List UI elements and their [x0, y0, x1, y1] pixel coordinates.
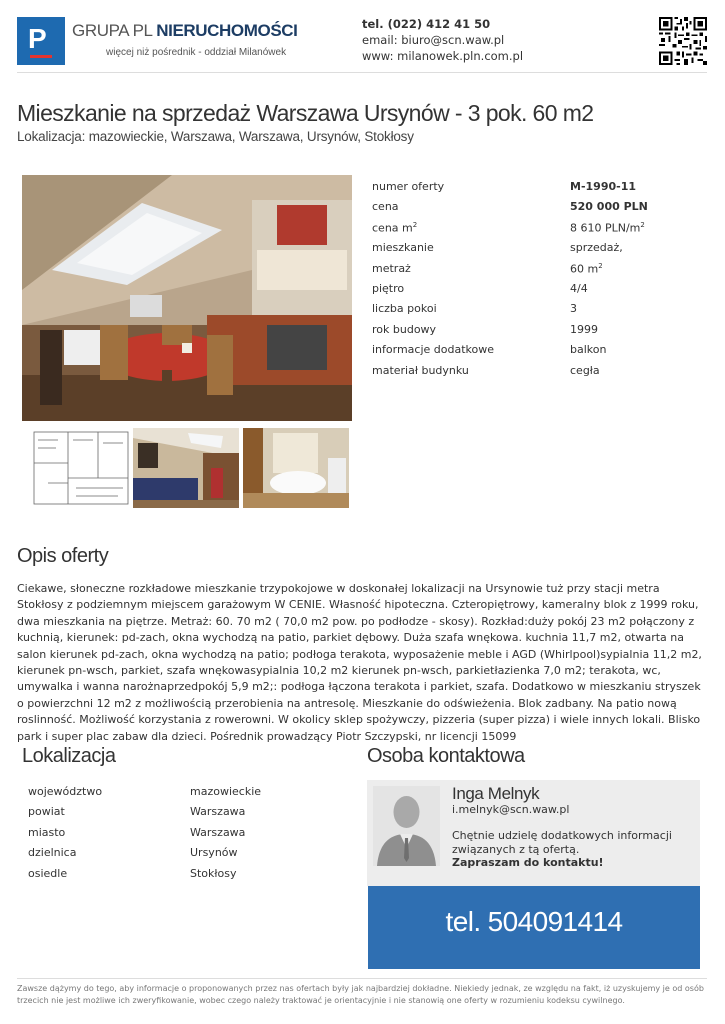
- brand-subtitle: więcej niż pośrednik - oddział Milanówek: [106, 47, 287, 58]
- detail-value: 3: [570, 302, 577, 316]
- detail-row-year-built: [372, 319, 712, 339]
- detail-row-rooms: [372, 298, 712, 318]
- qr-code-icon: [659, 17, 707, 65]
- brand-bold: NIERUCHOMOŚCI: [156, 21, 298, 40]
- agency-phone[interactable]: tel. (022) 412 41 50: [362, 17, 491, 31]
- offer-details: [372, 176, 712, 380]
- detail-value: sprzedaż,: [570, 241, 623, 255]
- detail-value-sup: 2: [640, 220, 645, 229]
- location-label: miasto: [28, 825, 66, 839]
- detail-value: cegła: [570, 363, 600, 377]
- detail-label: rok budowy: [372, 322, 437, 336]
- location-label: województwo: [28, 785, 103, 798]
- contact-heading: Osoba kontaktowa: [367, 745, 525, 767]
- detail-row-floor: [372, 278, 712, 298]
- header-divider: [17, 72, 707, 73]
- location-row-city: [28, 823, 348, 843]
- detail-label: materiał budynku: [372, 363, 469, 377]
- detail-label-sup: 2: [412, 220, 418, 229]
- thumbnail-bathroom[interactable]: [243, 428, 349, 508]
- detail-row-extra-info: [372, 339, 712, 359]
- agency-website[interactable]: www: milanowek.pln.com.pl: [362, 49, 524, 63]
- location-label: dzielnica: [28, 846, 77, 860]
- brand-name: [72, 21, 297, 41]
- avatar-placeholder-icon: [373, 786, 440, 866]
- logo-accent-bar: [30, 55, 52, 58]
- detail-value: 4/4: [570, 281, 588, 295]
- location-table: [28, 782, 348, 884]
- footer-divider: [17, 978, 707, 979]
- location-label: osiedle: [28, 866, 68, 880]
- thumbnail-floorplan[interactable]: [28, 428, 134, 508]
- location-row-county: [28, 802, 348, 822]
- detail-value: [570, 262, 603, 276]
- detail-row-offer-number: [372, 176, 712, 196]
- main-photo[interactable]: [22, 175, 352, 421]
- footer-disclaimer: Zawsze dążymy do tego, aby informacje o proponowanych przez nas ofertach były jak najbardziej dokładne. Niekiedy jednak, ze względu na fakt, iż uzyskujemy je od osób trzecich nie jest możliwe ich zweryfikowanie, wobec czego należy traktować je orientacyjnie i nie stanowią one oferty w rozumieniu kodeksu cywilnego.: [17, 984, 704, 1005]
- agency-contact: [362, 16, 523, 64]
- detail-row-building-material: [372, 360, 712, 380]
- logo-mark-icon: P: [28, 23, 47, 54]
- contact-message-text: Chętnie udzielę dodatkowych informacji związanych z tą ofertą.: [452, 829, 672, 856]
- detail-value: 1999: [570, 322, 598, 336]
- brand-prefix: GRUPA PL: [72, 21, 157, 40]
- location-label: powiat: [28, 805, 65, 819]
- contact-email[interactable]: i.melnyk@scn.waw.pl: [452, 803, 570, 816]
- location-heading: Lokalizacja: [22, 745, 116, 767]
- detail-value-sup: 2: [598, 261, 603, 270]
- location-line: Lokalizacja: mazowieckie, Warszawa, Warszawa, Ursynów, Stokłosy: [17, 129, 414, 144]
- agency-email[interactable]: email: biuro@scn.waw.pl: [362, 33, 505, 47]
- company-logo[interactable]: [17, 17, 65, 65]
- detail-value: [570, 221, 645, 235]
- detail-value-text: 8 610 PLN/m: [570, 221, 641, 235]
- contact-message: [452, 829, 692, 870]
- page-title: Mieszkanie na sprzedaż Warszawa Ursynów - 3 pok. 60 m2: [17, 100, 594, 126]
- detail-label: liczba pokoi: [372, 302, 437, 316]
- location-row-district: [28, 843, 348, 863]
- location-value: Stokłosy: [190, 866, 237, 880]
- detail-row-price-per-m2: [372, 217, 712, 237]
- detail-value-text: 60 m: [570, 262, 599, 276]
- detail-label: metraż: [372, 261, 411, 275]
- contact-phone[interactable]: tel. 504091414: [445, 906, 623, 937]
- detail-row-area: [372, 258, 712, 278]
- detail-label: numer oferty: [372, 180, 445, 193]
- detail-row-apartment: [372, 237, 712, 257]
- location-value: Warszawa: [190, 805, 246, 819]
- contact-cta: Zapraszam do kontaktu!: [452, 856, 604, 869]
- detail-row-price: [372, 196, 712, 216]
- detail-label-text: cena m: [372, 221, 413, 235]
- contact-name: Inga Melnyk: [452, 784, 540, 803]
- location-value: Warszawa: [190, 825, 246, 839]
- detail-value: M-1990-11: [570, 180, 636, 193]
- location-value: Ursynów: [190, 846, 238, 860]
- location-row-voivodeship: [28, 782, 348, 802]
- description-heading: Opis oferty: [17, 545, 109, 567]
- location-value: mazowieckie: [190, 785, 262, 798]
- thumbnail-bedroom[interactable]: [133, 428, 239, 508]
- detail-label: piętro: [372, 281, 405, 295]
- detail-label: informacje dodatkowe: [372, 343, 495, 357]
- detail-value: 520 000 PLN: [570, 200, 648, 214]
- detail-label: cena: [372, 200, 399, 214]
- description-text: Ciekawe, słoneczne rozkładowe mieszkanie trzypokojowe w doskonałej lokalizacji na Ursynowie tuż przy stacji metra Stokłosy z podziemnym miejscem garażowym W CENIE. Własność hipoteczna. Czteropiętrowy, kameralny blok z 1999 roku, dwa mieszkania na piętrze. Metraż: 60. 70 m2 ( 70,0 m2 pow. po podłodze - skosy). Rozkład:duży pokój 23 m2 połączony z kuchnią, kierunek: pd-zach, okna wychodzą na patio, parkiet dębowy. Duża szafa wnękowa. kuchnia 11,7 m2, otwarta na salon kierunek pd-zach, okna wychodzą na patio; podłoga terakota, wyposażenie meble i AGD (Whirlpool)sypialnia 11,2 m2, kierunek pn-wsch, parkiet, szafa wnękowasypialnia 10,2 m2 kierunek pn-wsch, parkietłazienka 7,0 m2; terakota, wc, umywalka i wanna narożnaprzedpokój 5,9 m2;: podłoga łączona terakota i parkiet, szafa. Dodatkowo w mieszkaniu stryszek o powierzchni 12 m2 z możliwością przerobienia na antresolę. Mieszkanie do odświeżenia. Blok zadbany. Na patio nową roslinność. Możliwość korzystania z rowerowni. W okolicy sklep spożywczy, pizzeria (super pizza) i wiele innych lokali. Blisko park i super plac zabaw dla dzieci. Pośrednik prowadzący Piotr Szczypski, nr licencji 15099: [17, 582, 702, 743]
- detail-label: [372, 221, 417, 235]
- detail-label: mieszkanie: [372, 241, 434, 255]
- location-row-estate: [28, 864, 348, 884]
- detail-value: balkon: [570, 343, 607, 357]
